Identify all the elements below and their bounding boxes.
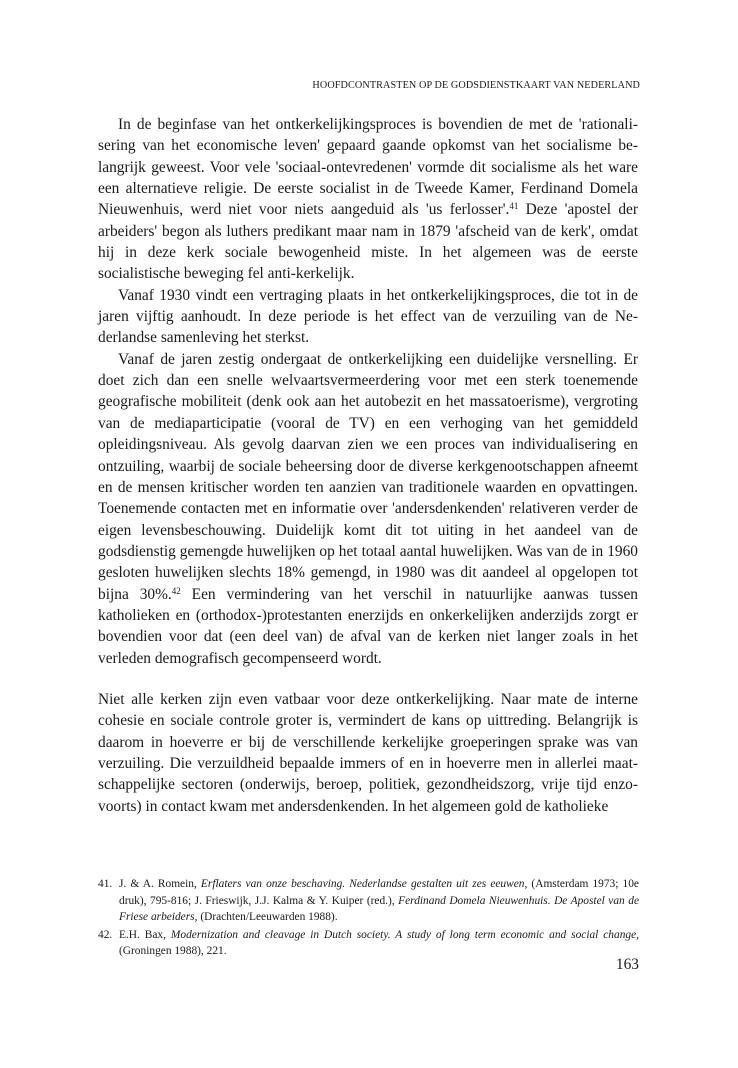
footnote-text: J. & A. Romein, [119, 878, 201, 890]
paragraph-text: Vanaf 1930 vindt een vertraging plaats in het ontkerkelijkingsproces, die tot in de jaren vijftig aanhoudt. In deze periode is het effect van de verzuiling van de Nederlandse samenleving het sterkst. [98, 286, 638, 347]
footnotes [98, 876, 639, 961]
footnote-title: Erflaters van onze beschaving. Nederlandse gestalten uit zes eeuwen, [200, 878, 528, 890]
footnote [98, 927, 639, 960]
body-text [98, 114, 638, 817]
paragraph-text: In de beginfase van het ontkerkelijkingsproces is bovendien de met de 'rationalisering van het economische leven' gepaard gaande opkomst van het socialisme belangrijk geweest. Voor vele 'sociaal-ontevredenen' vormde dit socialisme als het ware een alternatieve religie. De eerste socialist in de Tweede Kamer, Ferdinand Domela Nieuwenhuis, werd niet voor niets aangeduid als 'us ferlosser'. [98, 116, 638, 219]
paragraph [98, 114, 638, 285]
footnote-ref[interactable]: 41 [509, 201, 519, 212]
footnote-number: 41. [98, 878, 113, 890]
footnote-text: (Amsterdam 1973; 10e druk), 795-816; J. Frieswijk, J.J. Kalma & Y. Kuiper (red.), [119, 878, 639, 907]
footnote-text: E.H. Bax, [119, 928, 171, 941]
paragraph-text: Niet alle kerken zijn even vatbaar voor deze ontkerkelijking. Naar mate de interne cohesie en sociale controle groter is, vermindert de kans op uittreding. Belangrijk is daarom in hoeverre er bij de verschillende kerkelijke groeperingen sprake was van verzuiling. Die verzuildheid bepaalde immers of en in hoeverre men in allerlei maatschappelijke sectoren (onderwijs, beroep, politiek, gezondheidszorg, vrije tijd enzovoorts) in contact kwam met andersdenkenden. In het algemeen gold de katholieke [98, 690, 638, 815]
running-head: HOOFDCONTRASTEN OP DE GODSDIENSTKAART VAN NEDERLAND [312, 80, 640, 91]
footnote-text: (Drachten/Leeuwarden 1988). [197, 911, 338, 924]
paragraph-text: Vanaf de jaren zestig ondergaat de ontkerkelijking een duidelijke versnelling. Er doet zich dan een snelle welvaartsvermeerdering voor met een sterk toenemende geografische mobiliteit (denk ook aan het autobezit en het massatoerisme), vergroting van de mediaparticipatie (vooral de TV) en een verhoging van het gemiddeld opleidingsniveau. Als gevolg daarvan zien we een proces van individualisering en ontzuiling, waarbij de sociale beheersing door de diverse kerkgenootschappen afneemt en de mensen kritischer worden ten aanzien van traditionele waarden en opvattingen. Toenemende contacten met en informatie over 'andersdenkenden' relativeren verder de eigen levensbeschouwing. Duidelijk komt dit tot uiting in het aandeel van de godsdienstig gemengde huwelijken op het totaal aantal huwelijken. Was van de in 1960 gesloten huwelijken slechts 18% gemengd, in 1980 was dit aandeel al opgelopen tot bijna 30%. [98, 350, 638, 603]
page-number: 163 [615, 956, 639, 973]
footnote-title: Modernization and cleavage in Dutch society. A study of long term economic and social change, [170, 928, 639, 941]
footnote [98, 876, 639, 926]
paragraph [98, 349, 638, 669]
footnote-text: (Groningen 1988), 221. [119, 945, 227, 958]
footnote-ref[interactable]: 42 [171, 585, 181, 596]
paragraph-text-continued: Deze 'apostel der arbeiders' begon als luthers predikant maar nam in 1879 'afscheid van de kerk', omdat hij in deze kerk sociale bewogenheid miste. In het algemeen was de eerste socialistische beweging fel anti-kerkelijk. [98, 201, 638, 283]
paragraph-text-continued: Een vermindering van het verschil in natuurlijke aanwas tussen katholieken en (orthodox-)protestanten enerzijds en onkerkelijken anderzijds zorgt er bovendien voor dat (een deel van) de afval van de kerken niet langer zoals in het verleden demografisch gecompenseerd wordt. [98, 585, 638, 667]
footnote-number: 42. [98, 928, 113, 941]
paragraph [98, 285, 638, 349]
footnote-title: Ferdinand Domela Nieuwenhuis. De Apostel van de Friese arbeiders, [119, 894, 639, 924]
paragraph [98, 689, 638, 817]
